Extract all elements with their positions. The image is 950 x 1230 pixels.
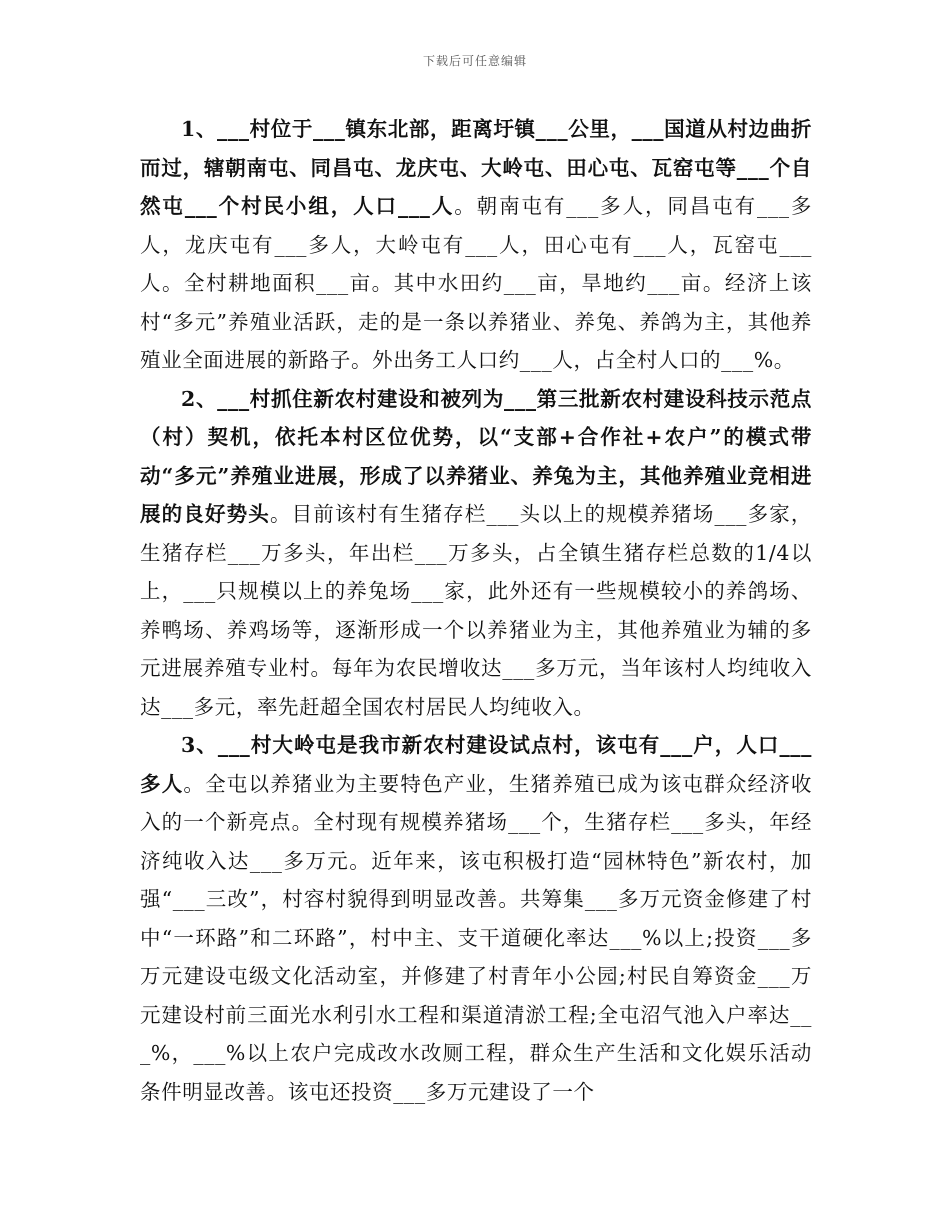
document-body [140,110,812,1111]
paragraph-2-text: 。目前该村有生猪存栏___头以上的规模养猪场___多家，生猪存栏___万多头，年出栏___万多头，占全镇生猪存栏总数的1/4以上，___只规模以上的养兔场___家，此外还有一些规模较小的养鸽场、养鸭场、养鸡场等，逐渐形成一个以养猪业为主，其他养殖业为辅的多元进展养殖专业村。每年为农民增收达___多万元，当年该村人均纯收入达___多元，率先赶超全国农村居民人均纯收入。 [140,502,812,719]
paragraph-3-bold-lead: 3、___村大岭屯是我市新农村建设试点村，该屯有___户，人口___多人 [140,733,812,796]
paragraph-1-bold-lead: 1、___村位于___镇东北部，距离圩镇___公里，___国道从村边曲折而过，辖朝南屯、同昌屯、龙庆屯、大岭屯、田心屯、瓦窑屯等___个自然屯___个村民小组，人口___人 [140,117,812,218]
paragraph-2 [140,380,812,727]
paragraph-1 [140,110,812,380]
paragraph-1-text: 。朝南屯有___多人，同昌屯有___多人，龙庆屯有___多人，大岭屯有___人，田心屯有___人，瓦窑屯___人。全村耕地面积___亩。其中水田约___亩，旱地约___亩。经济上该村“多元”养殖业活跃，走的是一条以养猪业、养兔、养鸽为主，其他养殖业全面进展的新路子。外出务工人口约___人，占全村人口的___%。 [140,194,812,372]
paragraph-3 [140,726,812,1111]
paragraph-2-bold-lead: 2、___村抓住新农村建设和被列为___第三批新农村建设科技示范点（村）契机，依托本村区位优势，以“支部+合作社+农户”的模式带动“多元”养殖业进展，形成了以养猪业、养兔为主，其他养殖业竞相进展的良好势头 [140,386,812,526]
paragraph-3-text: 。全屯以养猪业为主要特色产业，生猪养殖已成为该屯群众经济收入的一个新亮点。全村现有规模养猪场___个，生猪存栏___多头，年经济纯收入达___多万元。近年来，该屯积极打造“园林特色”新农村，加强“___三改”，村容村貌得到明显改善。共筹集___多万元资金修建了村中“一环路”和二环路”，村中主、支干道硬化率达___%以上;投资___多万元建设屯级文化活动室，并修建了村青年小公园;村民自筹资金___万元建设村前三面光水利引水工程和渠道清淤工程;全屯沼气池入户率达___%，___%以上农户完成改水改厕工程，群众生产生活和文化娱乐活动条件明显改善。该屯还投资___多万元建设了一个 [140,771,813,1104]
page-header-note: 下载后可任意编辑 [422,54,527,68]
